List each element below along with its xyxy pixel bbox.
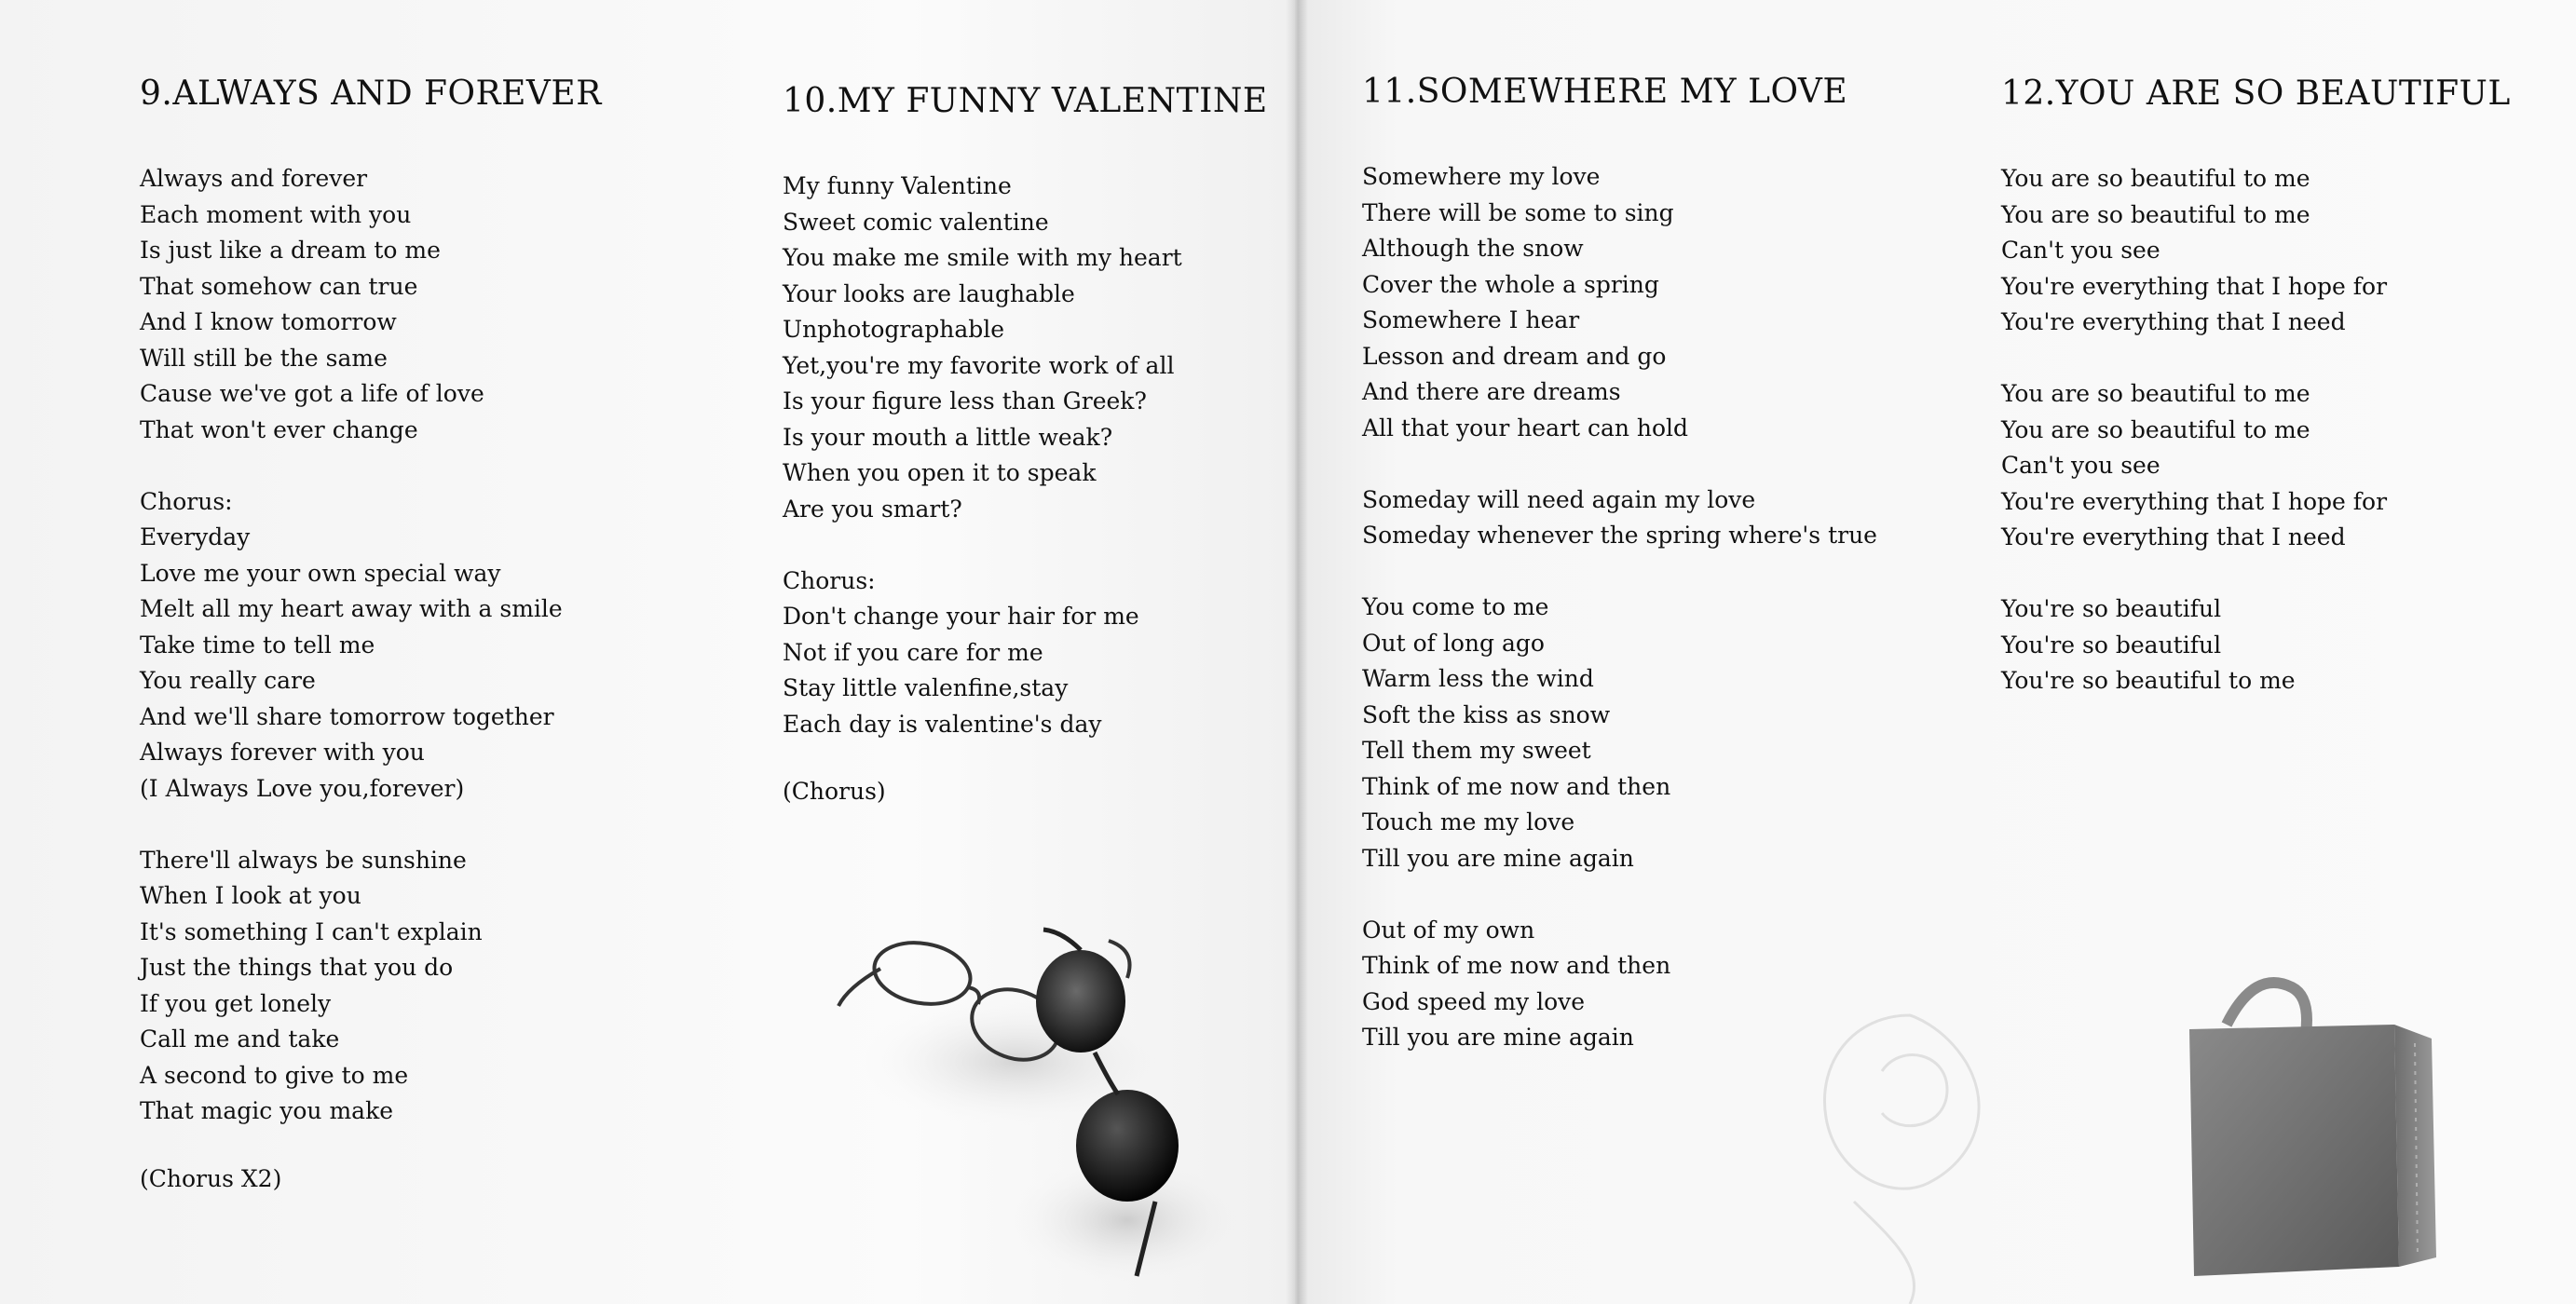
lyric-line: Soft the kiss as snow	[1362, 700, 1611, 728]
lyric-line: It's something I can't explain	[140, 917, 483, 945]
shopping-bag-icon	[2171, 959, 2450, 1285]
lyric-line: Stay little valenfine,stay	[783, 674, 1069, 701]
lyric-line: Each moment with you	[140, 200, 412, 228]
lyric-line: Someday whenever the spring where's true	[1362, 522, 1877, 549]
song-always-and-forever	[140, 75, 602, 1192]
lyric-line: Your looks are laughable	[783, 279, 1075, 307]
lyric-line: A second to give to me	[140, 1061, 409, 1089]
sunglasses-icon	[829, 922, 1276, 1304]
lyric-line: Everyday	[140, 523, 251, 550]
stanza-gap	[1362, 446, 1877, 482]
lyric-line: Each day is valentine's day	[783, 710, 1102, 738]
lyric-line: And there are dreams	[1362, 378, 1621, 405]
lyric-line: When I look at you	[140, 882, 361, 909]
lyric-line: Melt all my heart away with a smile	[140, 595, 563, 622]
song-title: 11.SOMEWHERE MY LOVE	[1362, 73, 1848, 111]
lyric-line: And I know tomorrow	[140, 308, 397, 335]
page-gutter	[1286, 0, 1308, 1304]
lyric-line: Someday will need again my love	[1362, 485, 1756, 513]
lyric-line: Is your figure less than Greek?	[783, 387, 1147, 414]
lyric-line: Will still be the same	[140, 344, 388, 372]
lyric-line: That won't ever change	[140, 415, 418, 443]
lyric-line: If you get lonely	[140, 989, 332, 1017]
lyric-line: You come to me	[1362, 593, 1549, 620]
lyric-line: Somewhere my love	[1362, 163, 1601, 190]
lyric-line: You're everything that I hope for	[2001, 272, 2388, 300]
lyric-line: When you open it to speak	[783, 459, 1097, 486]
lyrics	[2001, 161, 2511, 700]
lyric-line: Love me your own special way	[140, 559, 501, 587]
lyrics	[783, 169, 1268, 742]
stanza-gap	[140, 807, 602, 843]
lyric-line: Somewhere I hear	[1362, 306, 1580, 333]
lyric-line: There'll always be sunshine	[140, 846, 467, 874]
lyric-line: That magic you make	[140, 1097, 394, 1124]
lyric-line: You're everything that I need	[2001, 308, 2346, 335]
lyric-line: You really care	[140, 667, 316, 694]
lyric-line: Is just like a dream to me	[140, 237, 441, 264]
lyric-line: Chorus:	[783, 566, 876, 594]
lyric-line: Think of me now and then	[1362, 772, 1671, 800]
song-note: (Chorus X2)	[140, 1164, 282, 1192]
stanza-gap	[783, 527, 1268, 564]
song-somewhere-my-love	[1362, 73, 1877, 1056]
stanza-gap	[2001, 556, 2511, 592]
lyric-line: (I Always Love you,forever)	[140, 774, 465, 802]
lyric-line: Touch me my love	[1362, 808, 1575, 835]
lyric-line: That somehow can true	[140, 272, 418, 300]
song-title: 9.ALWAYS AND FOREVER	[140, 75, 602, 113]
lyric-line: You are so beautiful to me	[2001, 380, 2310, 407]
lyric-line: My funny Valentine	[783, 172, 1012, 199]
lyric-line: Take time to tell me	[140, 631, 375, 659]
lyric-line: You're everything that I need	[2001, 523, 2346, 550]
song-title: 10.MY FUNNY VALENTINE	[783, 82, 1268, 120]
lyric-line: Cause we've got a life of love	[140, 380, 484, 407]
lyric-line: Just the things that you do	[140, 954, 454, 981]
song-my-funny-valentine	[783, 82, 1268, 805]
lyric-line: There will be some to sing	[1362, 198, 1674, 226]
lyric-line: Warm less the wind	[1362, 665, 1594, 692]
stanza-gap	[1362, 876, 1877, 913]
lyric-line: Is your mouth a little weak?	[783, 423, 1113, 451]
lyric-line: Out of my own	[1362, 916, 1535, 944]
stanza-gap	[2001, 341, 2511, 377]
lyric-line: Lesson and dream and go	[1362, 342, 1667, 370]
lyric-line: You're so beautiful to me	[2001, 667, 2296, 694]
lyric-line: Till you are mine again	[1362, 844, 1634, 872]
lyrics	[140, 161, 602, 1130]
lyric-line: You're so beautiful	[2001, 595, 2222, 622]
song-title: 12.YOU ARE SO BEAUTIFUL	[2001, 75, 2511, 113]
lyric-line: Always and forever	[140, 165, 368, 192]
lyric-line: Sweet comic valentine	[783, 208, 1049, 236]
lyric-line: Can't you see	[2001, 237, 2160, 264]
lyric-line: Chorus:	[140, 487, 233, 515]
lyric-line: Cover the whole a spring	[1362, 270, 1659, 298]
lyric-line: You are so beautiful to me	[2001, 165, 2310, 192]
song-note: (Chorus)	[783, 778, 886, 805]
lyric-line: You are so beautiful to me	[2001, 415, 2310, 443]
lyric-line: Don't change your hair for me	[783, 603, 1139, 630]
lyric-line: And we'll share tomorrow together	[140, 702, 554, 730]
lyric-line: Yet,you're my favorite work of all	[783, 351, 1175, 379]
lyric-line: All that your heart can hold	[1362, 414, 1689, 441]
lyric-line: Although the snow	[1362, 235, 1584, 262]
lyric-line: You make me smile with my heart	[783, 244, 1182, 271]
lyric-line: You're everything that I hope for	[2001, 487, 2388, 515]
stanza-gap	[140, 448, 602, 484]
lyric-line: Can't you see	[2001, 452, 2160, 479]
lyric-line: Call me and take	[140, 1026, 340, 1053]
lyric-line: God speed my love	[1362, 987, 1586, 1015]
lyric-line: Always forever with you	[140, 739, 425, 766]
lyric-line: You're so beautiful	[2001, 631, 2222, 659]
song-you-are-so-beautiful	[2001, 75, 2511, 700]
stanza-gap	[1362, 554, 1877, 591]
lyric-line: Out of long ago	[1362, 629, 1545, 657]
lyric-line: Tell them my sweet	[1362, 737, 1591, 764]
lyric-line: Are you smart?	[783, 495, 962, 523]
lyrics	[1362, 159, 1877, 1056]
lyric-line: Till you are mine again	[1362, 1024, 1634, 1051]
lyric-line: Not if you care for me	[783, 638, 1043, 666]
lyric-line: Think of me now and then	[1362, 952, 1671, 979]
lyric-line: Unphotographable	[783, 316, 1005, 343]
lyric-line: You are so beautiful to me	[2001, 200, 2310, 228]
